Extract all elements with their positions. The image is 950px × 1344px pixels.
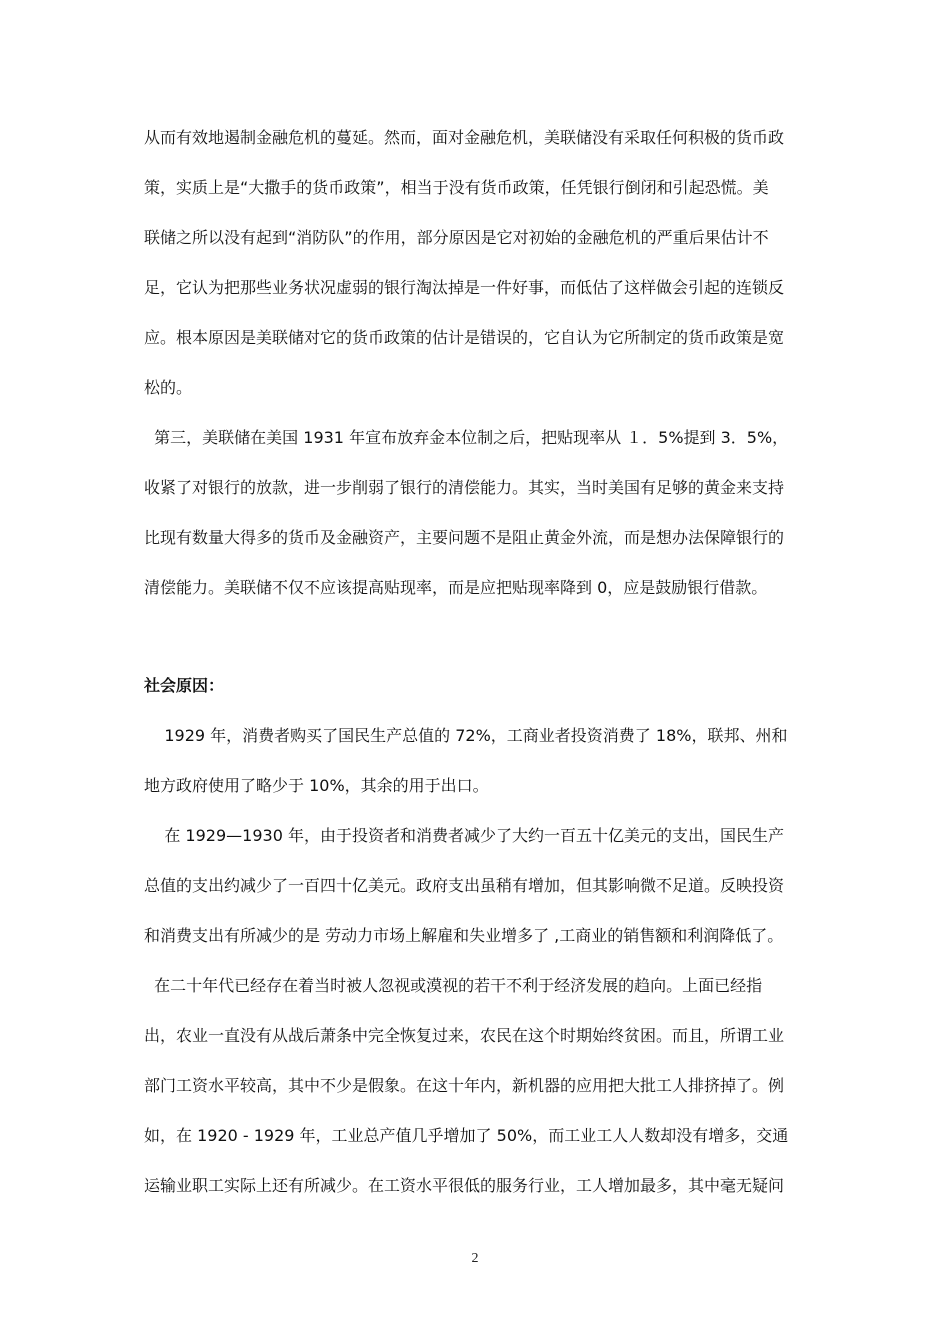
text-line: 策，实质上是“大撒手的货币政策”，相当于没有货币政策，任凭银行倒闭和引起恐慌。美	[144, 178, 769, 197]
text-line: 和消费支出有所减少的是 劳动力市场上解雇和失业增多了 ,工商业的销售额和利润降低了。	[144, 926, 784, 945]
text-line: 第三，美联储在美国 1931 年宣布放弃金本位制之后，把贴现率从 １．5%提到 3．5%，	[144, 428, 789, 447]
text-line: 足，它认为把那些业务状况虚弱的银行淘汰掉是一件好事，而低估了这样做会引起的连锁反	[144, 278, 785, 297]
text-line: 联储之所以没有起到“消防队”的作用，部分原因是它对初始的金融危机的严重后果估计不	[144, 228, 769, 247]
text-line: 部门工资水平较高，其中不少是假象。在这十年内，新机器的应用把大批工人排挤掉了。例	[144, 1076, 785, 1095]
text-line: 清偿能力。美联储不仅不应该提高贴现率，而是应把贴现率降到 0，应是鼓励银行借款。	[144, 578, 768, 597]
text-line: 比现有数量大得多的货币及金融资产，主要问题不是阻止黄金外流，而是想办法保障银行的	[144, 528, 785, 547]
text-line: 在 1929—1930 年，由于投资者和消费者减少了大约一百五十亿美元的支出，国民生产	[144, 826, 784, 845]
text-line: 松的。	[144, 378, 193, 397]
text-line: 地方政府使用了略少于 10%，其余的用于出口。	[144, 776, 489, 795]
text-line: 总值的支出约减少了一百四十亿美元。政府支出虽稍有增加，但其影响微不足道。反映投资	[144, 876, 785, 895]
text-line: 1929 年，消费者购买了国民生产总值的 72%，工商业者投资消费了 18%，联邦、州和	[144, 726, 788, 745]
text-line: 从而有效地遏制金融危机的蔓延。然而，面对金融危机，美联储没有采取任何积极的货币政	[144, 128, 785, 147]
text-line: 如，在 1920 - 1929 年，工业总产值几乎增加了 50%，而工业工人人数却没有增多，交通	[144, 1126, 789, 1145]
text-line: 应。根本原因是美联储对它的货币政策的估计是错误的，它自认为它所制定的货币政策是宽	[144, 328, 785, 347]
text-line: 收紧了对银行的放款，进一步削弱了银行的清偿能力。其实，当时美国有足够的黄金来支持	[144, 478, 785, 497]
section-heading: 社会原因：	[144, 676, 225, 695]
text-line: 在二十年代已经存在着当时被人忽视或漠视的若干不利于经济发展的趋向。上面已经指	[144, 976, 763, 995]
text-line: 出，农业一直没有从战后萧条中完全恢复过来，农民在这个时期始终贫困。而且，所谓工业	[144, 1026, 785, 1045]
page-number: 2	[471, 1251, 479, 1266]
text-line: 运输业职工实际上还有所减少。在工资水平很低的服务行业，工人增加最多，其中毫无疑问	[144, 1176, 785, 1195]
